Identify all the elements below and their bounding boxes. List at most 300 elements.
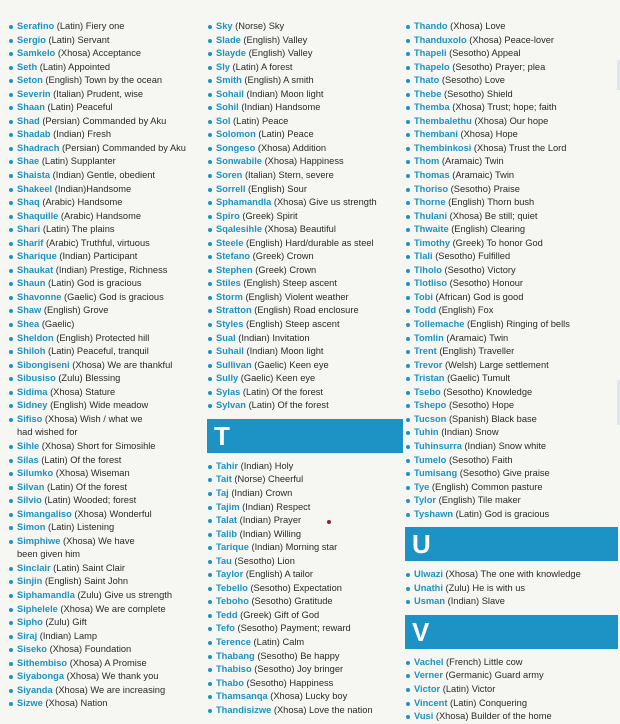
name-entry [8, 20, 204, 34]
name-entry [207, 372, 403, 386]
name-entry [207, 609, 403, 623]
entry-meaning: (English) Steep ascent [243, 319, 340, 330]
entry-name: Sorrell [216, 183, 246, 194]
entry-meaning: (Sesotho) Payment; reward [234, 623, 351, 634]
entry-meaning: (Latin) God is gracious [45, 278, 142, 289]
entry-name: Siseko [17, 644, 47, 655]
name-entry [8, 291, 204, 305]
entry-name: Tlholo [414, 264, 442, 275]
entry-name: Siphelele [17, 603, 58, 614]
entry-name: Thembani [414, 129, 458, 140]
entry-meaning: (Germanic) Guard army [442, 670, 544, 681]
entry-meaning: (Xhosa) Addition [255, 142, 327, 153]
entry-name: Talat [216, 515, 238, 526]
entry-meaning: (Spanish) Black base [446, 413, 537, 424]
name-entry [8, 318, 204, 332]
entry-name: Sylas [216, 386, 241, 397]
entry-name: Shadrach [17, 142, 60, 153]
entry-meaning: (Xhosa) We are increasing [52, 684, 166, 695]
entry-meaning: (Xhosa) Trust; hope; faith [449, 102, 557, 113]
entry-meaning: (Latin) Peaceful [44, 102, 113, 113]
name-entry [207, 528, 403, 542]
entry-name: Thando [414, 21, 448, 31]
entry-name: Sphamandla [216, 197, 272, 208]
entry-name: Thebe [414, 88, 442, 99]
name-entry [207, 473, 403, 487]
name-entry [405, 426, 618, 440]
name-entry [8, 670, 204, 684]
entry-meaning: (Indian) Lamp [37, 630, 98, 641]
name-entry [207, 47, 403, 61]
entry-name: Tye [414, 481, 430, 492]
entry-meaning: (Latin) Victor [440, 683, 496, 694]
entry-name: Ulwazi [414, 569, 443, 580]
entry-name: Tollemache [414, 319, 465, 330]
entry-meaning: (Xhosa) Give us strength [271, 197, 377, 208]
name-entry [207, 595, 403, 609]
entry-name: Silvio [17, 495, 42, 506]
name-entry [8, 61, 204, 75]
entry-meaning: (Xhosa) Foundation [46, 644, 132, 655]
name-entry [207, 210, 403, 224]
name-entry [8, 521, 204, 535]
name-entry [8, 88, 204, 102]
name-entry [405, 454, 618, 468]
entry-name: Shaista [17, 170, 51, 181]
name-entry [207, 582, 403, 596]
print-dot [327, 520, 331, 524]
entry-meaning: (Aramaic) Twin [439, 156, 504, 167]
name-entry [405, 359, 618, 373]
entry-name: Sohail [216, 88, 244, 99]
entry-name: Tebello [216, 582, 248, 593]
entry-name: Tuhinsurra [414, 440, 462, 451]
name-entry [405, 494, 618, 508]
name-entry [405, 568, 618, 582]
entry-meaning: (African) God is good [432, 291, 524, 302]
entry-meaning: (Sesotho) Expectation [247, 582, 342, 593]
name-entry [8, 697, 204, 711]
entry-meaning: (Sesotho) Give praise [457, 468, 550, 479]
entry-name: Thulani [414, 210, 448, 221]
entry-name: Sully [216, 373, 239, 384]
entry-name: Sonwabile [216, 156, 262, 167]
entry-meaning: (Sesotho) Appeal [446, 48, 521, 59]
name-entry [8, 481, 204, 495]
entry-meaning: (Sesotho) Victory [441, 264, 516, 275]
name-entry [8, 196, 204, 210]
entry-meaning: (Sesotho) Prayer; plea [449, 61, 546, 72]
entry-name: Simangaliso [17, 508, 72, 519]
entry-meaning: (Latin) Listening [45, 522, 115, 533]
letter-heading-u: U [405, 527, 618, 561]
entry-name: Sol [216, 115, 231, 126]
name-entry [405, 372, 618, 386]
name-entry [207, 386, 403, 400]
entry-name: Shaan [17, 102, 45, 113]
entry-meaning: (Xhosa) Our hope [471, 115, 549, 126]
entry-meaning: (English) Thorn bush [445, 197, 535, 208]
name-entry [207, 237, 403, 251]
entry-meaning: (Indian) Crown [228, 487, 293, 498]
entry-name: Vachel [414, 656, 444, 667]
entry-name: Silumko [17, 468, 54, 479]
entry-meaning: (Gaelic) [39, 319, 75, 330]
name-entry [8, 603, 204, 617]
name-entry [207, 34, 403, 48]
name-entry [405, 697, 618, 711]
entry-meaning: (Persian) Commanded by Aku [59, 142, 186, 153]
name-entry [405, 88, 618, 102]
entry-name: Thwaite [414, 224, 449, 235]
entry-meaning: (Greek) To honor God [450, 237, 543, 248]
entry-meaning: (Indian) Willing [237, 528, 302, 539]
entry-meaning: (Xhosa) Nation [42, 698, 108, 709]
name-entry [8, 413, 204, 427]
name-entry [8, 277, 204, 291]
name-entry [8, 183, 204, 197]
entry-name: Samkelo [17, 48, 56, 59]
entry-name: Severin [17, 88, 51, 99]
name-entry [207, 514, 403, 528]
entry-name: Taylor [216, 569, 244, 580]
name-entry [405, 237, 618, 251]
entry-meaning: (English) Town by the ocean [42, 75, 163, 86]
entry-name: Todd [414, 305, 437, 316]
name-entry [8, 142, 204, 156]
name-entry [8, 155, 204, 169]
entry-name: Unathi [414, 582, 443, 593]
name-entry [207, 155, 403, 169]
name-entry-continuation [8, 426, 204, 440]
entry-meaning: (English) Common pasture [429, 481, 543, 492]
name-entry [8, 454, 204, 468]
entry-name: Sohil [216, 102, 239, 113]
entry-meaning: (Zulu) Gift [42, 617, 87, 628]
entry-meaning: (English) A smith [241, 75, 314, 86]
entry-name: Sizwe [17, 698, 43, 709]
entry-name: Sinclair [17, 562, 51, 573]
entry-name: Thembinkosi [414, 142, 472, 153]
entry-meaning: (Xhosa) Be still; quiet [447, 210, 538, 221]
entry-name: Tuhin [414, 427, 439, 438]
entry-meaning: (Xhosa) Builder of the home [433, 711, 552, 722]
name-entry [8, 508, 204, 522]
entry-meaning: (English) Tile maker [436, 495, 521, 506]
entry-meaning: (Arabic) Handsome [39, 197, 123, 208]
entry-meaning: (Gaelic) Keen eye [238, 373, 316, 384]
entry-name: Storm [216, 291, 243, 302]
name-entry [207, 622, 403, 636]
entry-meaning: (Greek) Crown [252, 264, 317, 275]
entry-name: Thabo [216, 677, 244, 688]
entry-name: Stiles [216, 278, 241, 289]
entry-meaning: (Sesotho) Praise [448, 183, 520, 194]
entry-meaning: (Indian) Participant [56, 251, 138, 262]
name-entry [207, 304, 403, 318]
name-entry [405, 196, 618, 210]
entry-meaning: (Xhosa) Love the nation [271, 704, 373, 715]
entry-meaning: (Latin) Peace [230, 115, 289, 126]
entry-name: Tait [216, 474, 232, 485]
entry-meaning: (Persian) Commanded by Aku [39, 115, 167, 126]
entry-meaning: (Indian) Prayer [237, 515, 302, 526]
name-entry [405, 582, 618, 596]
entry-meaning: (Xhosa) Happiness [261, 156, 344, 167]
name-entry [207, 169, 403, 183]
entry-meaning: (Indian) Snow white [461, 440, 547, 451]
entry-meaning: (Latin) Appointed [37, 61, 111, 72]
entry-name: Sqalesihle [216, 224, 262, 235]
name-entry [405, 169, 618, 183]
name-entry [8, 332, 204, 346]
entry-name: Teboho [216, 596, 249, 607]
entry-meaning: (Latin) Supplanter [39, 156, 116, 167]
entry-meaning: (Xhosa) Acceptance [55, 48, 142, 59]
name-entry [8, 34, 204, 48]
entry-name: Timothy [414, 237, 450, 248]
name-entry [207, 501, 403, 515]
name-entry [207, 196, 403, 210]
entry-meaning: (Indian) Holy [238, 460, 294, 471]
entry-name: Thapeli [414, 48, 447, 59]
entry-meaning: (Latin) Wooded; forest [41, 495, 137, 506]
name-entry [405, 656, 618, 670]
entry-name: Songeso [216, 142, 256, 153]
entry-name: Taj [216, 487, 229, 498]
names-column-3 [405, 20, 618, 724]
entry-meaning: (Sesotho) Fulfilled [432, 251, 511, 262]
name-entry [405, 399, 618, 413]
name-entry [405, 595, 618, 609]
entry-name: Usman [414, 596, 446, 607]
entry-name: Shiloh [17, 346, 46, 357]
entry-meaning: (Sesotho) Gratitude [248, 596, 333, 607]
name-entry [8, 210, 204, 224]
entry-meaning: (Indian) Invitation [235, 332, 310, 343]
name-entry [405, 467, 618, 481]
name-entry [207, 264, 403, 278]
entry-meaning: (Xhosa) Peace-lover [466, 34, 555, 45]
entry-name: Sergio [17, 34, 46, 45]
entry-meaning: (Sesotho) Hope [446, 400, 515, 411]
entry-name: Tumisang [414, 468, 458, 479]
entry-name: Thomas [414, 170, 450, 181]
name-entry [405, 47, 618, 61]
name-entry [207, 650, 403, 664]
entry-meaning: (Greek) Gift of God [237, 609, 320, 620]
entry-meaning: (Latin) Servant [45, 34, 110, 45]
entry-meaning: (Indian) Prestige, Richness [53, 264, 168, 275]
entry-name: Sibusiso [17, 373, 56, 384]
entry-name: Sifiso [17, 413, 43, 424]
entry-name: Tefo [216, 623, 235, 634]
entry-meaning: (Xhosa) Lucky boy [267, 691, 348, 702]
entry-meaning: (Indian) Slave [445, 596, 505, 607]
entry-name: Sinjin [17, 576, 43, 587]
entry-name: Shaukat [17, 264, 54, 275]
entry-meaning: (Italian) Prudent, wise [50, 88, 144, 99]
entry-name: Shaquille [17, 210, 59, 221]
entry-name: Shaun [17, 278, 46, 289]
entry-meaning: (Sesotho) Honour [447, 278, 524, 289]
entry-name: Trevor [414, 359, 443, 370]
entry-meaning: (Zulu) Give us strength [74, 589, 173, 600]
entry-name: Sidima [17, 386, 48, 397]
entry-meaning: (Gaelic) God is gracious [61, 291, 164, 302]
entry-name: Seton [17, 75, 43, 86]
entry-meaning: (Indian)Handsome [52, 183, 132, 194]
name-entry [405, 304, 618, 318]
entry-name: Sky [216, 21, 233, 31]
entry-name: Shae [17, 156, 40, 167]
entry-name: Smith [216, 75, 242, 86]
name-entry [405, 332, 618, 346]
entry-name: Siphamandla [17, 589, 75, 600]
entry-name: Siyanda [17, 684, 53, 695]
name-entry [8, 223, 204, 237]
name-entry [207, 142, 403, 156]
entry-meaning: (Greek) Crown [250, 251, 314, 262]
entry-name: Soren [216, 170, 243, 181]
entry-meaning: (English) Valley [240, 34, 308, 45]
entry-name: Shakeel [17, 183, 53, 194]
entry-name: Seth [17, 61, 38, 72]
name-entry [8, 237, 204, 251]
entry-meaning: (Latin) Conquering [447, 697, 528, 708]
name-entry [207, 677, 403, 691]
entry-name: Thamsanqa [216, 691, 268, 702]
name-entry [207, 115, 403, 129]
name-entry [8, 169, 204, 183]
name-entry [405, 115, 618, 129]
entry-meaning: (Aramaic) Twin [443, 332, 509, 343]
name-entry [8, 345, 204, 359]
entry-name: Shavonne [17, 291, 62, 302]
name-entry [405, 223, 618, 237]
name-entry [207, 101, 403, 115]
name-entry [405, 34, 618, 48]
entry-name: Shea [17, 319, 40, 330]
entry-name: Sharif [17, 237, 44, 248]
entry-name: Solomon [216, 129, 256, 140]
entry-name: Sithembiso [17, 657, 68, 668]
name-entry [405, 291, 618, 305]
entry-meaning: (Sesotho) Knowledge [440, 386, 533, 397]
entry-name: Tsebo [414, 386, 441, 397]
entry-meaning: (Xhosa) Wonderful [71, 508, 152, 519]
name-entry [405, 277, 618, 291]
entry-name: Siraj [17, 630, 38, 641]
name-entry [405, 155, 618, 169]
name-entry [207, 88, 403, 102]
name-entry [8, 386, 204, 400]
name-entry [207, 399, 403, 413]
name-entry [8, 575, 204, 589]
entry-name: Tlotliso [414, 278, 448, 289]
entry-meaning: (Aramaic) Twin [449, 170, 515, 181]
entry-meaning: (English) Protected hill [53, 332, 150, 343]
entry-name: Thato [414, 75, 440, 86]
entry-name: Sihle [17, 440, 40, 451]
name-entry [8, 372, 204, 386]
entry-meaning: (Indian) Fresh [50, 129, 112, 140]
entry-meaning: (Xhosa) The one with knowledge [442, 569, 581, 580]
entry-meaning: (English) Road enclosure [251, 305, 359, 316]
entry-meaning: (Xhosa) Wiseman [53, 468, 130, 479]
name-entry [207, 277, 403, 291]
entry-name: Thabiso [216, 664, 252, 675]
name-entry [405, 250, 618, 264]
entry-meaning: (Latin) Of the forest [240, 386, 323, 397]
entry-name: Tomlin [414, 332, 444, 343]
entry-name: Slayde [216, 48, 246, 59]
entry-meaning: (Sesotho) Love [439, 75, 505, 86]
entry-name: Stratton [216, 305, 252, 316]
name-entry [207, 541, 403, 555]
name-entry [207, 487, 403, 501]
entry-name: Vincent [414, 697, 448, 708]
name-entry [8, 616, 204, 630]
entry-meaning: (English) Valley [245, 48, 313, 59]
entry-name: Stefano [216, 251, 251, 262]
entry-meaning: (English) Ringing of bells [464, 319, 570, 330]
name-entry [8, 128, 204, 142]
entry-meaning: (Sesotho) Happiness [243, 677, 334, 688]
entry-meaning: (Greek) Spirit [239, 210, 298, 221]
entry-name: Styles [216, 319, 244, 330]
name-entry [8, 359, 204, 373]
name-entry [405, 318, 618, 332]
name-entry [8, 101, 204, 115]
entry-name: Simphiwe [17, 535, 61, 546]
name-entry [405, 683, 618, 697]
name-entry [207, 636, 403, 650]
entry-meaning: (Welsh) Large settlement [442, 359, 549, 370]
name-entry [8, 657, 204, 671]
entry-meaning: (Norse) Cheerful [231, 474, 304, 485]
name-entry [405, 508, 618, 522]
name-entry [405, 710, 618, 724]
name-entry [405, 440, 618, 454]
name-entry [405, 142, 618, 156]
entry-name: Silvan [17, 481, 45, 492]
entry-meaning: (Arabic) Truthful, virtuous [43, 237, 150, 248]
entry-meaning: (Latin) God is gracious [453, 508, 550, 519]
entry-name: Tshepo [414, 400, 447, 411]
entry-meaning: (English) Traveller [436, 346, 515, 357]
entry-name: Victor [414, 683, 441, 694]
entry-meaning: been given him [17, 549, 81, 560]
entry-meaning: (English) Hard/durable as steel [243, 237, 374, 248]
entry-name: Shari [17, 224, 41, 235]
entry-meaning: (Xhosa) Love [447, 21, 506, 31]
entry-name: Tahir [216, 460, 239, 471]
entry-name: Siyabonga [17, 671, 65, 682]
entry-meaning: (English) A tailor [243, 569, 313, 580]
entry-name: Verner [414, 670, 443, 681]
entry-name: Sual [216, 332, 236, 343]
name-entry [405, 264, 618, 278]
entry-meaning: (Latin) Calm [250, 636, 305, 647]
entry-name: Tau [216, 555, 232, 566]
entry-meaning: (Italian) Stern, severe [242, 170, 334, 181]
name-entry [207, 250, 403, 264]
name-entry [8, 304, 204, 318]
entry-name: Serafino [17, 21, 55, 31]
name-entry [207, 345, 403, 359]
entry-name: Themba [414, 102, 450, 113]
